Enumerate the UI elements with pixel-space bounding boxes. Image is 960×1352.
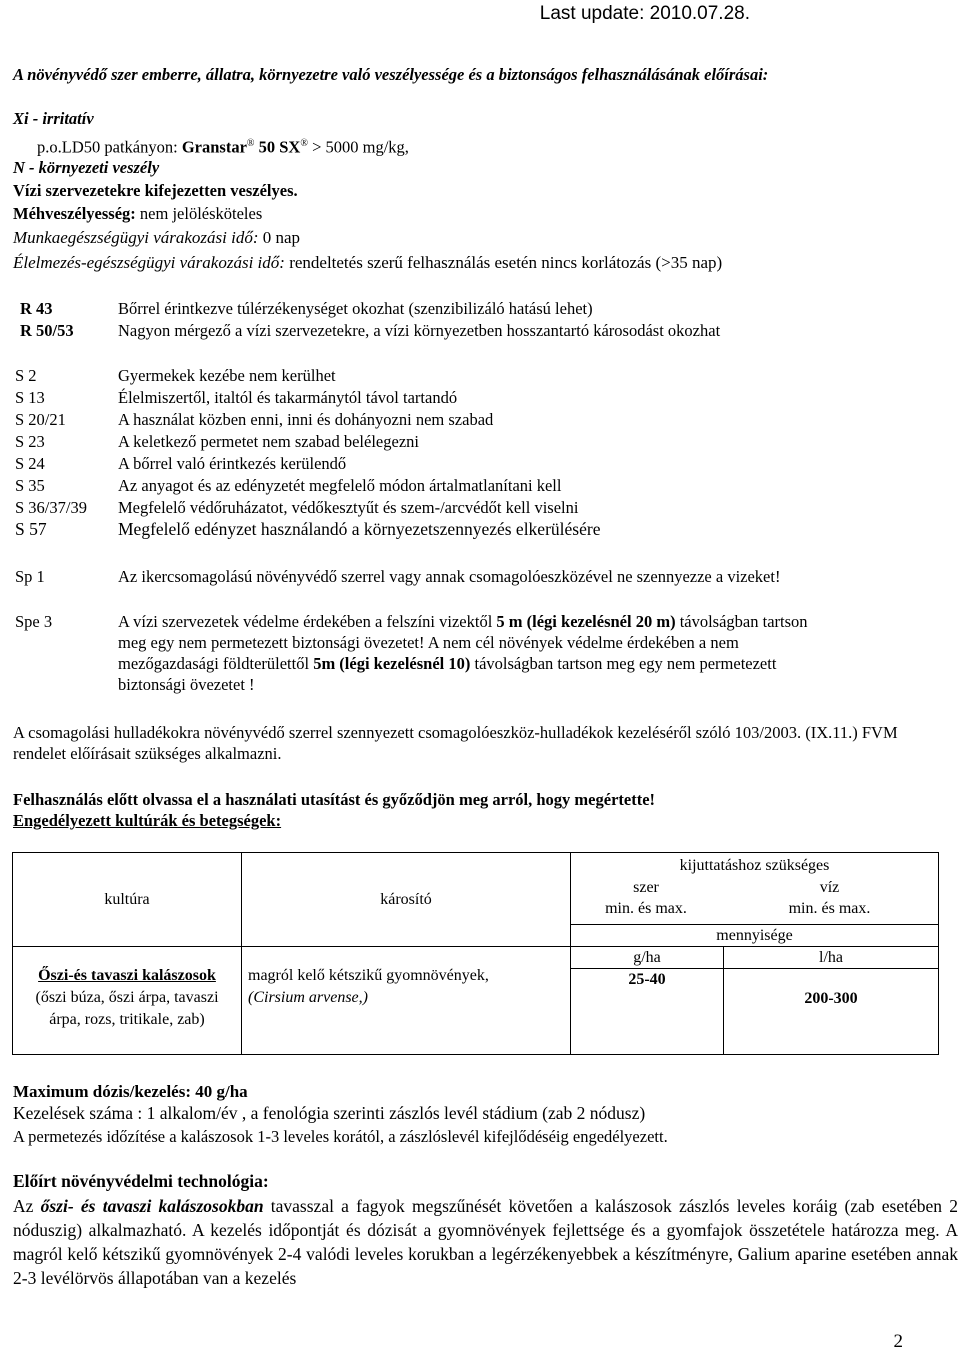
- treatments: Kezelések száma : 1 alkalom/év , a fenológia szerinti zászlós levél stádium (zab 2 nódusz): [13, 1103, 646, 1123]
- s-code: S 35: [15, 476, 45, 495]
- spe3-distance: 5m (légi kezelésnél 10): [313, 654, 471, 673]
- ld50-prefix: p.o.LD50 patkányon:: [37, 137, 182, 157]
- food-wait: [13, 252, 722, 273]
- last-update: Last update: 2010.07.28.: [539, 3, 750, 24]
- spe3-part: távolságban tartson meg egy nem permetezett biztonsági övezetet! A nem cél növények védelme érdekében a nem mezőgazdasági földterülettől: [118, 612, 808, 673]
- dose-value: 25-40: [628, 971, 666, 988]
- s-code: S 57: [15, 519, 47, 539]
- col-pest-label: károsító: [380, 891, 432, 908]
- s-text: Az anyagot és az edényzetét megfelelő módon ártalmatlanítani kell: [118, 476, 562, 495]
- sp1-code: Sp 1: [15, 567, 45, 586]
- s-text: A bőrrel való érintkezés kerülendő: [118, 454, 347, 473]
- col-water-label: víz: [819, 879, 840, 896]
- work-wait: [13, 227, 300, 248]
- technology-part: Az: [13, 1196, 41, 1216]
- bee-label: Méhveszélyesség:: [13, 204, 136, 223]
- sp1-text: Az ikercsomagolású növényvédő szerrel vagy annak csomagolóeszközével ne szennyezze a vizeket!: [118, 567, 781, 586]
- spe3-text: [118, 611, 818, 695]
- work-label: Munkaegészségügyi várakozási idő:: [13, 228, 259, 247]
- spe3-part: A vízi szervezetek védelme érdekében a felszíni vizektől: [118, 612, 497, 631]
- quantity-row: [571, 925, 939, 947]
- water-dose-value: 200-300: [804, 990, 858, 1007]
- s-code: S 13: [15, 388, 45, 407]
- r-text: Bőrrel érintkezve túlérzékenységet okozhat (szenzibilizáló hatású lehet): [118, 299, 593, 318]
- col-pest: [242, 853, 571, 947]
- s-text: A keletkező permetet nem szabad belélegezni: [118, 432, 419, 451]
- spe3-part: távolságban tartson meg egy nem permetezett biztonsági övezetet !: [118, 654, 777, 694]
- max-dose: Maximum dózis/kezelés: 40 g/ha: [13, 1082, 248, 1101]
- food-label: Élelmezés-egészségügyi várakozási idő:: [13, 253, 285, 272]
- unit-water-label: l/ha: [819, 949, 843, 966]
- water-hazard: Vízi szervezetekre kifejezetten veszélyes.: [13, 181, 298, 200]
- ld50-value: > 5000 mg/kg,: [307, 137, 409, 157]
- r-text: Nagyon mérgező a vízi szervezetekre, a vízi környezetben hosszantartó károsodást okozhat: [118, 321, 721, 340]
- s-code: S 23: [15, 432, 45, 451]
- registered-mark-2: ®: [300, 138, 308, 149]
- ld50-product: Granstar: [181, 137, 247, 157]
- bee-hazard: [13, 203, 262, 224]
- s-text: Élelmiszertől, italtól és takarmánytól távol tartandó: [118, 388, 458, 407]
- technology-text: [13, 1194, 958, 1290]
- col-need: [571, 853, 939, 925]
- n-line: N - környezeti veszély: [13, 158, 160, 177]
- r-code: R 43: [20, 299, 53, 318]
- col-need-label: kijuttatáshoz szükséges: [679, 857, 830, 874]
- col-culture-label: kultúra: [104, 891, 150, 908]
- pest-latin: (Cirsium arvense,): [248, 989, 368, 1006]
- crops-table: [12, 852, 939, 1055]
- timing: A permetezés időzítése a kalászosok 1-3 leveles korától, a zászlóslevél kifejlődéséig engedélyezett.: [13, 1127, 668, 1146]
- ld50-line: [37, 133, 409, 158]
- food-value: rendeltetés szerű felhasználás esetén nincs korlátozás (>35 nap): [284, 253, 723, 272]
- unit-agent-label: g/ha: [633, 949, 661, 966]
- technology-part: tavasszal a fagyok megszűnését követően a kalászosok zászlós leveles koráig (zab esetében 2 nóduszig) alkalmazható. A kezelés időpontját és dózisát a gyomnövények fejlettsége és a gyomfajok összetétele határozza meg. A magról kelő kétszikű gyomnövények 2-4 valódi leveles korukban a legérzékenyebbek a készítményre, Galium aparine esetében annak 2-3 levélörvös állapotában van a kezelés: [13, 1196, 958, 1288]
- culture-detail: (őszi búza, őszi árpa, tavaszi árpa, rozs, tritikale, zab): [35, 989, 219, 1028]
- pest-name: magról kelő kétszikű gyomnövények,: [248, 967, 489, 984]
- culture-name: Őszi-és tavaszi kalászosok: [38, 967, 216, 984]
- s-code: S 20/21: [15, 410, 66, 429]
- dose-cell: [571, 969, 724, 1055]
- water-dose-cell: [724, 969, 939, 1055]
- s-text: Megfelelő edényzet használandó a környezetszennyezés elkerülésére: [118, 519, 601, 539]
- work-value: 0 nap: [258, 228, 301, 247]
- packaging-note: A csomagolási hulladékokra növényvédő szerrel szennyezett csomagolóeszköz-hulladékok kezeléséről szóló 103/2003. (IX.11.) FVM rendelet előírásait szükséges alkalmazni.: [13, 723, 898, 763]
- s-code: S 24: [15, 454, 45, 473]
- col-culture: [13, 853, 242, 947]
- bee-value: nem jelölésköteles: [135, 204, 263, 223]
- minmax-label: min. és max.: [605, 900, 687, 917]
- technology-crops: őszi- és tavaszi kalászosokban: [40, 1196, 264, 1216]
- technology-heading: Előírt növényvédelmi technológia:: [13, 1171, 269, 1191]
- unit-agent: [571, 947, 724, 969]
- s-code: S 2: [15, 366, 37, 385]
- s-text: Megfelelő védőruházatot, védőkesztyűt és szem-/arcvédőt kell viselni: [118, 498, 579, 517]
- quantity-label: mennyisége: [716, 927, 793, 944]
- hazard-title: A növényvédő szer emberre, állatra, környezetre való veszélyessége és a biztonságos felhasználásának előírásai:: [13, 65, 769, 84]
- s-text: Gyermekek kezébe nem kerülhet: [118, 366, 336, 385]
- spe3-distance: 5 m (légi kezelésnél 20 m): [496, 612, 676, 631]
- s-text: A használat közben enni, inni és dohányozni nem szabad: [118, 410, 494, 429]
- approved-heading: Engedélyezett kultúrák és betegségek:: [13, 811, 282, 830]
- read-notice: Felhasználás előtt olvassa el a használati utasítást és győződjön meg arról, hogy megértette!: [13, 790, 656, 809]
- minmax-label: min. és max.: [788, 900, 871, 917]
- col-agent-label: szer: [633, 879, 659, 896]
- r-code: R 50/53: [20, 321, 74, 340]
- culture-cell: [13, 947, 242, 1055]
- page-number: 2: [893, 1331, 903, 1352]
- registered-mark: ®: [246, 138, 255, 149]
- unit-water: [724, 947, 939, 969]
- ld50-product-2: 50 SX: [254, 137, 301, 157]
- spe3-code: Spe 3: [15, 612, 53, 631]
- pest-cell: [242, 947, 571, 1055]
- s-code: S 36/37/39: [15, 498, 87, 517]
- xi-line: Xi - irritatív: [13, 109, 94, 128]
